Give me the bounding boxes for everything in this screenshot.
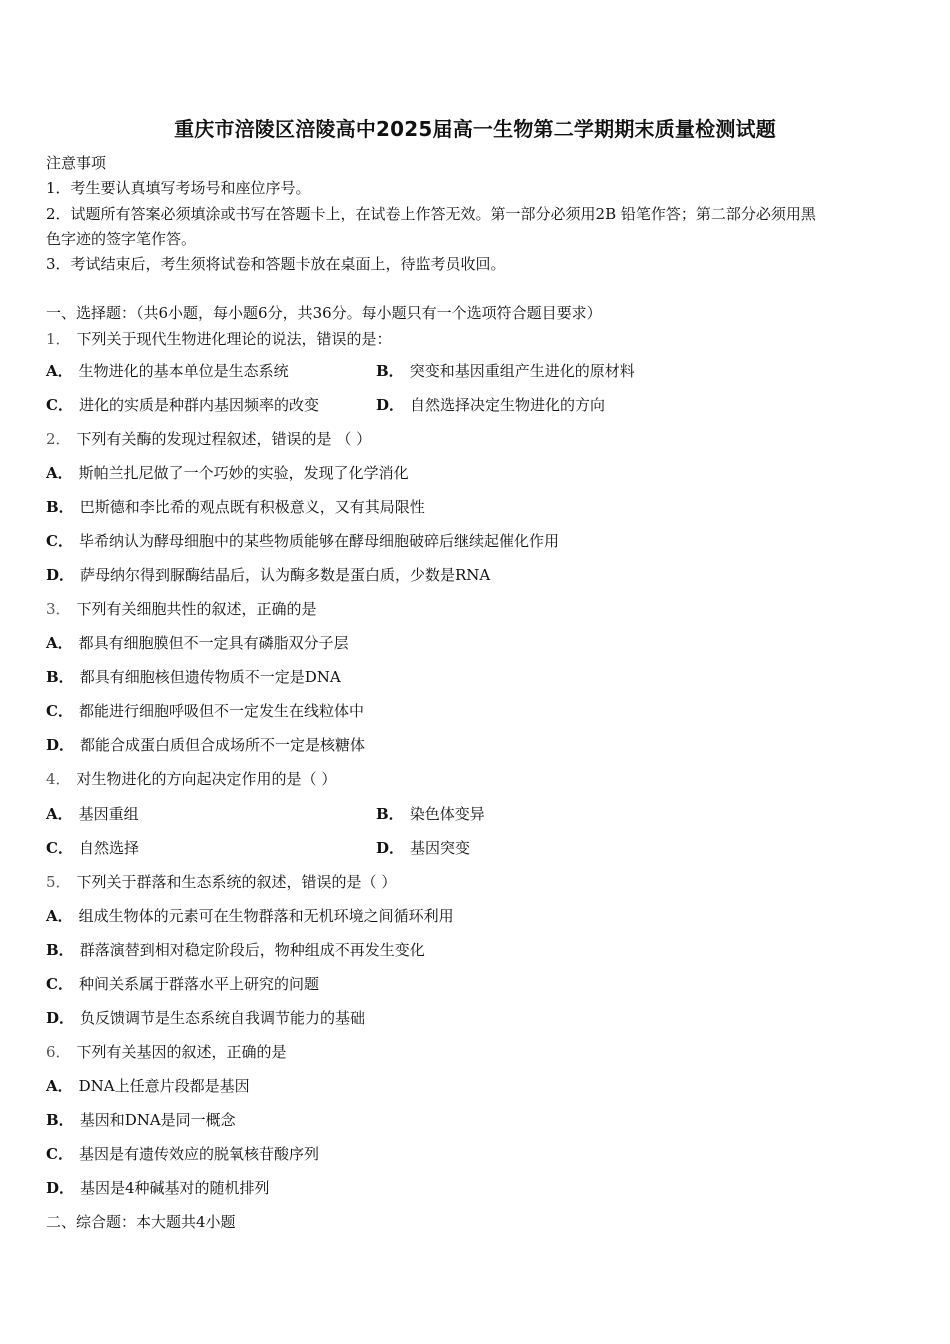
option-text: 组成生物体的元素可在生物群落和无机环境之间循环利用 xyxy=(78,907,454,925)
option-letter: D． xyxy=(46,566,75,584)
option-letter: C． xyxy=(46,702,73,720)
option-text: 基因突变 xyxy=(410,839,471,857)
question-number: 2． xyxy=(46,430,71,448)
option-letter: A． xyxy=(46,362,73,380)
option-letter: B． xyxy=(46,668,74,686)
question-stem xyxy=(46,428,371,449)
option xyxy=(46,394,319,415)
option-text: 巴斯德和李比希的观点既有积极意义，又有其局限性 xyxy=(79,498,425,516)
question-stem xyxy=(46,768,336,789)
question-text: 下列有关酶的发现过程叙述，错误的是 （ ） xyxy=(76,430,372,448)
option-text: 负反馈调节是生态系统自我调节能力的基础 xyxy=(80,1009,366,1027)
option-text: 萨母纳尔得到脲酶结晶后，认为酶多数是蛋白质，少数是RNA xyxy=(80,566,491,584)
option-letter: B． xyxy=(376,805,404,823)
option xyxy=(46,700,364,721)
option xyxy=(46,632,349,653)
option-letter: C． xyxy=(46,1145,73,1163)
option xyxy=(46,905,454,926)
option-letter: A． xyxy=(46,1077,73,1095)
option-letter: A． xyxy=(46,634,73,652)
option xyxy=(376,360,635,381)
notice-item: 色字迹的签字笔作答。 xyxy=(46,230,197,248)
question-number: 1． xyxy=(46,330,71,348)
option-letter: B． xyxy=(376,362,404,380)
option xyxy=(376,803,485,824)
option-text: 基因和DNA是同一概念 xyxy=(79,1111,236,1129)
notice-item: 2．试题所有答案必须填涂或书写在答题卡上，在试卷上作答无效。第一部分必须用2B 铅笔作答；第二部分必须用黑 xyxy=(46,205,816,223)
option-letter: D． xyxy=(46,1179,75,1197)
option xyxy=(46,734,365,755)
option-letter: C． xyxy=(46,396,73,414)
option xyxy=(46,1007,365,1028)
option xyxy=(46,530,559,551)
option-text: 染色体变异 xyxy=(409,805,485,823)
option-text: DNA上任意片段都是基因 xyxy=(78,1077,250,1095)
option-text: 群落演替到相对稳定阶段后，物种组成不再发生变化 xyxy=(79,941,425,959)
option xyxy=(46,564,490,585)
option-letter: A． xyxy=(46,907,73,925)
option-letter: A． xyxy=(46,805,73,823)
option xyxy=(46,360,289,381)
question-number: 4． xyxy=(46,770,71,788)
option xyxy=(46,1143,319,1164)
option xyxy=(376,837,470,858)
option-text: 都能合成蛋白质但合成场所不一定是核糖体 xyxy=(80,736,366,754)
option-letter: D． xyxy=(46,736,75,754)
option-letter: B． xyxy=(46,941,74,959)
option xyxy=(376,394,605,415)
option-letter: C． xyxy=(46,839,73,857)
notice-item: 1．考生要认真填写考场号和座位序号。 xyxy=(46,179,311,197)
question-text: 下列关于群落和生态系统的叙述，错误的是（ ） xyxy=(76,873,397,891)
question-stem xyxy=(46,871,396,892)
option-text: 自然选择 xyxy=(78,839,139,857)
option-text: 都具有细胞核但遗传物质不一定是DNA xyxy=(79,668,341,686)
option xyxy=(46,1177,270,1198)
option-text: 自然选择决定生物进化的方向 xyxy=(410,396,606,414)
option xyxy=(46,1109,236,1130)
option-letter: C． xyxy=(46,975,73,993)
option-text: 斯帕兰扎尼做了一个巧妙的实验，发现了化学消化 xyxy=(78,464,409,482)
question-stem xyxy=(46,598,317,619)
question-number: 6． xyxy=(46,1043,71,1061)
notice-heading: 注意事项 xyxy=(46,154,107,172)
question-number: 5． xyxy=(46,873,71,891)
page-title: 重庆市涪陵区涪陵高中2025届高一生物第二学期期末质量检测试题 xyxy=(174,117,776,141)
option-text: 基因重组 xyxy=(78,805,139,823)
option-letter: C． xyxy=(46,532,73,550)
question-number: 3． xyxy=(46,600,71,618)
option xyxy=(46,462,409,483)
option-letter: A． xyxy=(46,464,73,482)
section-heading: 二、综合题：本大题共4小题 xyxy=(46,1213,236,1231)
option xyxy=(46,666,341,687)
option xyxy=(46,837,139,858)
option xyxy=(46,803,139,824)
option-text: 生物进化的基本单位是生态系统 xyxy=(78,362,289,380)
question-stem xyxy=(46,328,392,349)
option-text: 基因是4种碱基对的随机排列 xyxy=(80,1179,270,1197)
option-letter: B． xyxy=(46,498,74,516)
option xyxy=(46,496,425,517)
question-text: 下列关于现代生物进化理论的说法，错误的是： xyxy=(76,330,392,348)
option-letter: D． xyxy=(376,839,405,857)
option-text: 进化的实质是种群内基因频率的改变 xyxy=(78,396,319,414)
question-text: 下列有关基因的叙述，正确的是 xyxy=(76,1043,287,1061)
question-stem xyxy=(46,1041,287,1062)
question-text: 下列有关细胞共性的叙述，正确的是 xyxy=(76,600,317,618)
option-letter: D． xyxy=(376,396,405,414)
option-text: 种间关系属于群落水平上研究的问题 xyxy=(78,975,319,993)
option xyxy=(46,939,425,960)
option xyxy=(46,973,319,994)
option-text: 都具有细胞膜但不一定具有磷脂双分子层 xyxy=(78,634,349,652)
option-text: 毕希纳认为酵母细胞中的某些物质能够在酵母细胞破碎后继续起催化作用 xyxy=(78,532,559,550)
option-letter: D． xyxy=(46,1009,75,1027)
option-text: 突变和基因重组产生进化的原材料 xyxy=(409,362,635,380)
option-letter: B． xyxy=(46,1111,74,1129)
option-text: 基因是有遗传效应的脱氧核苷酸序列 xyxy=(78,1145,319,1163)
notice-item: 3．考试结束后，考生须将试卷和答题卡放在桌面上，待监考员收回。 xyxy=(46,255,506,273)
section-heading: 一、选择题：（共6小题，每小题6分，共36分。每小题只有一个选项符合题目要求） xyxy=(46,304,602,322)
option xyxy=(46,1075,250,1096)
question-text: 对生物进化的方向起决定作用的是（ ） xyxy=(76,770,337,788)
option-text: 都能进行细胞呼吸但不一定发生在线粒体中 xyxy=(78,702,364,720)
